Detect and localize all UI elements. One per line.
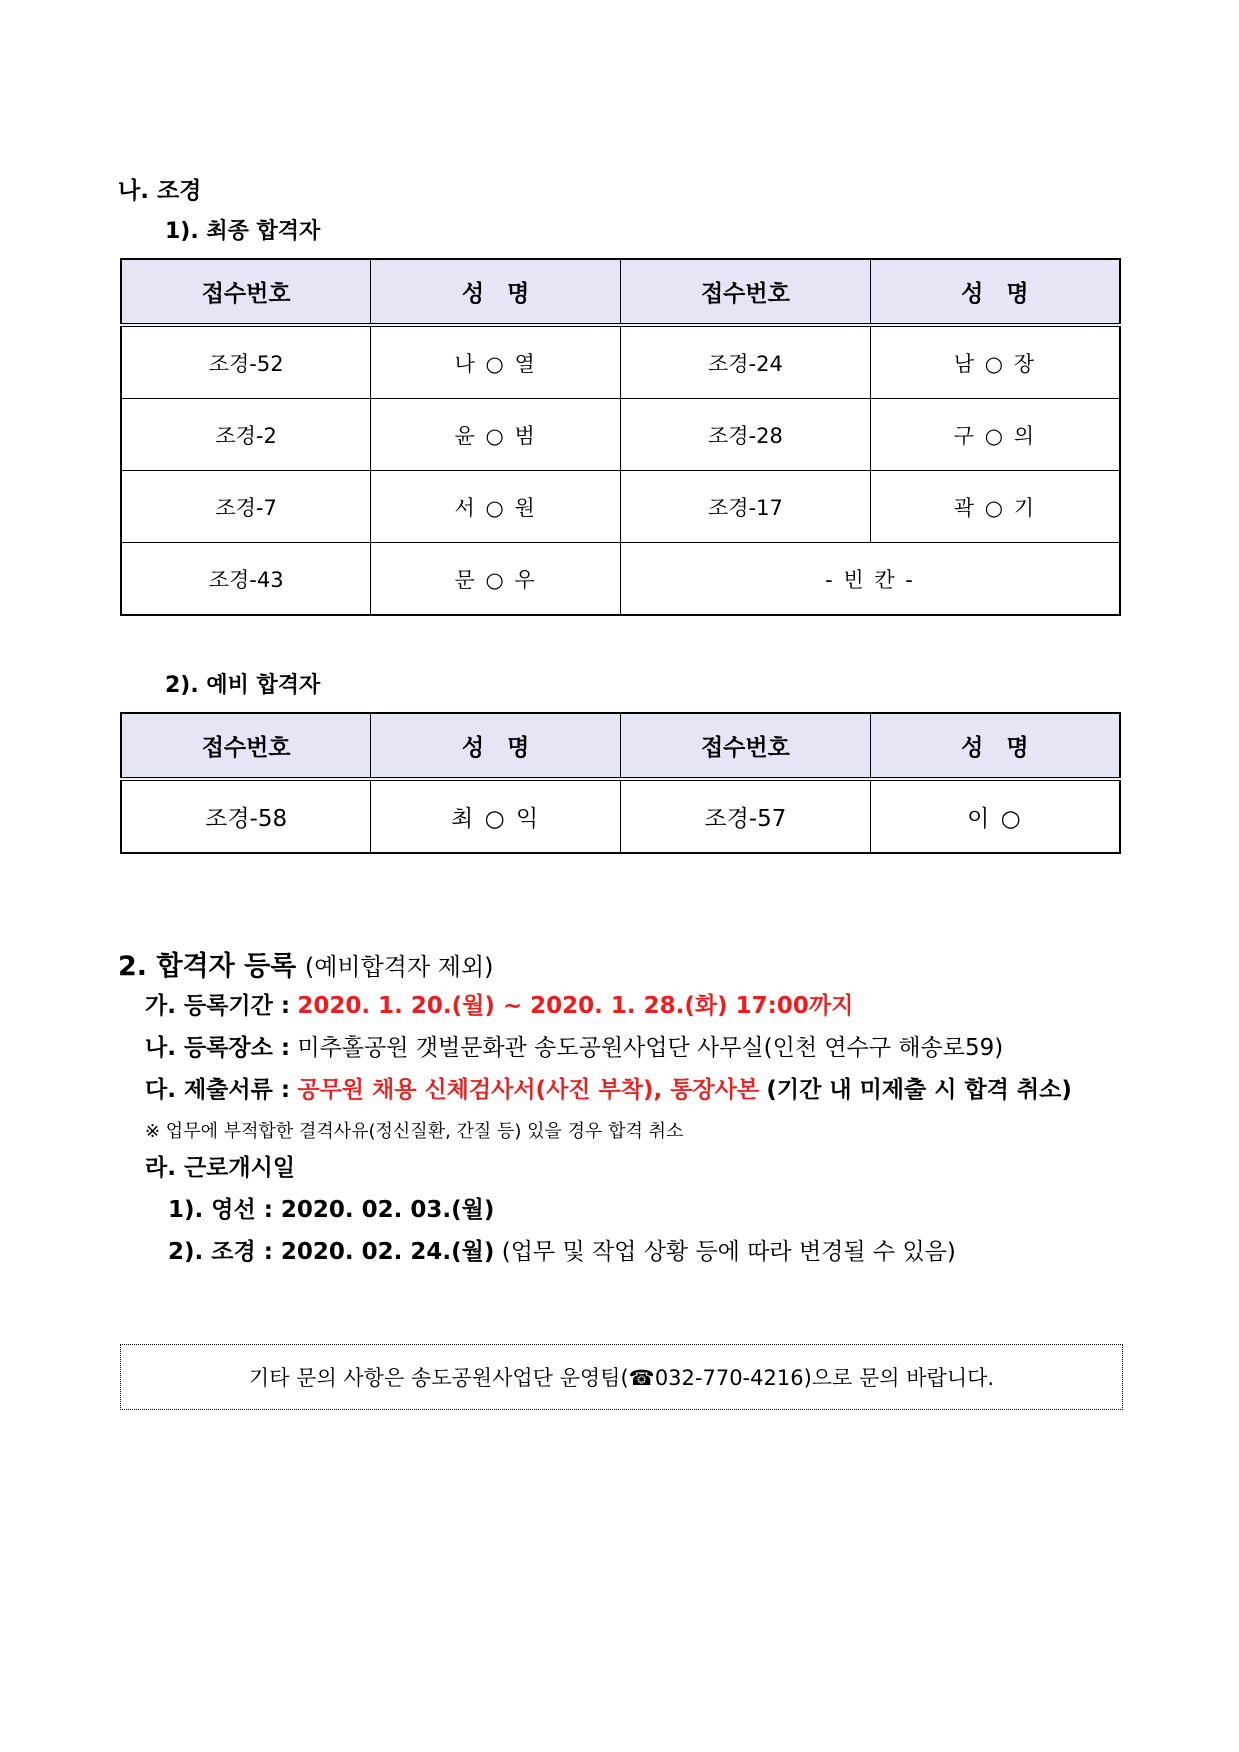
period-label: 가. 등록기간 : (145, 993, 291, 1019)
receipt-no: 조경-17 (621, 471, 871, 543)
passer-name: 곽 ○ 기 (870, 471, 1120, 543)
blank-cell: - 빈 칸 - (621, 543, 1121, 616)
reserve-passers-table (120, 712, 1121, 854)
table-header-row (121, 713, 1120, 779)
header-receipt-no: 접수번호 (121, 259, 371, 325)
final-passers-table (120, 258, 1121, 616)
work-start-title: 라. 근로개시일 (145, 1155, 296, 1181)
final-passers-title: 1). 최종 합격자 (165, 219, 321, 244)
receipt-no: 조경-52 (121, 325, 371, 399)
receipt-no: 조경-7 (121, 471, 371, 543)
passer-name: 서 ○ 원 (371, 471, 621, 543)
work-start-landscaping (168, 1233, 956, 1266)
required-documents (145, 1071, 1072, 1104)
reserve-passers-title: 2). 예비 합격자 (165, 673, 321, 698)
table-header-row (121, 259, 1120, 325)
passer-name: 최 ○ 익 (371, 779, 621, 853)
receipt-no: 조경-43 (121, 543, 371, 616)
docs-note: (기간 내 미제출 시 합격 취소) (766, 1077, 1072, 1103)
header-name: 성 명 (870, 713, 1120, 779)
registration-place (145, 1029, 1003, 1062)
registration-title-note: (예비합격자 제외) (304, 953, 494, 981)
passer-name: 이 ○ (870, 779, 1120, 853)
section-title: 나. 조경 (118, 178, 202, 204)
passer-name: 나 ○ 열 (371, 325, 621, 399)
registration-title: 2. 합격자 등록 (118, 951, 297, 982)
table-row (121, 325, 1120, 399)
docs-value: 공무원 채용 신체검사서(사진 부착), 통장사본 (297, 1077, 760, 1103)
registration-heading (118, 944, 494, 983)
work-start-landscaping-date: 2). 조경 : 2020. 02. 24.(월) (168, 1239, 495, 1265)
period-value: 2020. 1. 20.(월) ~ 2020. 1. 28.(화) 17:00까지 (297, 993, 854, 1019)
work-start-landscaping-note: (업무 및 작업 상황 등에 따라 변경될 수 있음) (501, 1239, 956, 1265)
passer-name: 윤 ○ 범 (371, 399, 621, 471)
registration-period (145, 987, 853, 1020)
table-row (121, 471, 1120, 543)
work-start-youngseon: 1). 영선 : 2020. 02. 03.(월) (168, 1197, 495, 1223)
header-name: 성 명 (870, 259, 1120, 325)
passer-name: 남 ○ 장 (870, 325, 1120, 399)
header-receipt-no: 접수번호 (621, 259, 871, 325)
place-label: 나. 등록장소 : (145, 1035, 291, 1061)
place-value: 미추홀공원 갯벌문화관 송도공원사업단 사무실(인천 연수구 해송로59) (297, 1035, 1004, 1061)
docs-label: 다. 제출서류 : (145, 1077, 291, 1103)
table-row (121, 779, 1120, 853)
contact-box (120, 1344, 1123, 1410)
header-receipt-no: 접수번호 (121, 713, 371, 779)
contact-text: 기타 문의 사항은 송도공원사업단 운영팀(☎032-770-4216)으로 문의 바랍니다. (248, 1366, 995, 1390)
header-name: 성 명 (371, 713, 621, 779)
table-row (121, 399, 1120, 471)
receipt-no: 조경-57 (621, 779, 871, 853)
receipt-no: 조경-28 (621, 399, 871, 471)
header-name: 성 명 (371, 259, 621, 325)
receipt-no: 조경-24 (621, 325, 871, 399)
receipt-no: 조경-2 (121, 399, 371, 471)
receipt-no: 조경-58 (121, 779, 371, 853)
table-row (121, 543, 1120, 616)
passer-name: 구 ○ 의 (870, 399, 1120, 471)
disqualification-note: ※ 업무에 부적합한 결격사유(정신질환, 간질 등) 있을 경우 합격 취소 (145, 1121, 684, 1142)
header-receipt-no: 접수번호 (621, 713, 871, 779)
passer-name: 문 ○ 우 (371, 543, 621, 616)
